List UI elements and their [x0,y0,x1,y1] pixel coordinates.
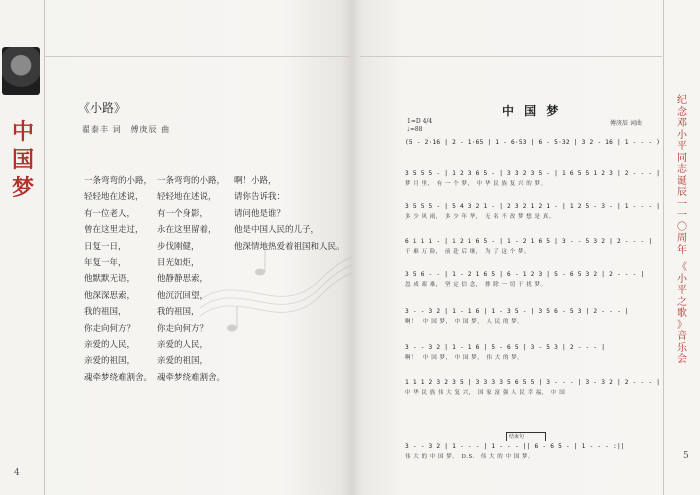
score-words: 啊！ 中 国 梦， 中 国 梦， 人 民 的 梦。 [405,319,524,325]
lyric-line: 我的祖国， [157,307,200,318]
score-line [405,443,659,460]
song-credits: 翟泰丰 词 傅庚辰 曲 [82,125,171,134]
lyric-line: 他是中国人民的儿子， [234,225,320,236]
score-line [405,271,659,288]
lyric-line: 你走向何方？ [157,323,209,334]
score-line [405,308,659,325]
top-rule-left [44,56,350,57]
score-notes: 3 - - 3 2 | 1 - - - | 1 - - - || 6 - 6 5 - | 1 - - - :|| [405,443,625,450]
side-caption-char: 邓 [677,118,687,129]
lyric-line: 亲爱的祖国， [157,356,209,367]
score-line [405,170,659,187]
score-words: 梦 月 里， 有 一 个 梦， 中 华 民 族 复 兴 的 梦。 [405,181,547,187]
side-caption-char: 周 [677,233,687,244]
score-line [405,139,659,148]
side-caption-char: 平 [677,141,687,152]
side-title-char: 梦 [11,175,34,201]
side-caption-vertical [674,95,690,366]
lyric-line: 魂牵梦绕难割舍。 [157,372,226,383]
score-line [405,203,659,220]
side-caption-char: 乐 [677,342,687,354]
side-caption-char: 》 [677,319,687,331]
page-number-left: 4 [14,468,20,478]
lyric-line: 亲爱的人民， [84,340,136,351]
score-line [405,238,659,255]
score-words: 伟 大 的 中 国 梦。 D.S. 伟 大 的 中 国 梦。 [405,454,535,460]
side-caption-char: 一 [677,210,687,221]
key-signature-text: 1=D 4/4 [407,118,433,125]
lyric-line: 魂牵梦绕难割舍。 [84,372,153,383]
lyrics-column-1 [84,173,152,386]
lyric-line: 有一个身影， [157,208,209,219]
side-caption-char: 平 [677,285,687,296]
lyric-line: 啊！小路， [234,176,277,186]
portrait-photo [2,47,40,95]
side-title-char: 中 [11,119,34,145]
lyric-line: 请问他是谁？ [234,208,286,219]
lyric-line: 亲爱的人民， [157,340,209,351]
side-caption-char: 年 [677,244,687,256]
score-notes: 3 5 6 - - | 1 - 2 1 6 5 | 6 - 1 2 3 | 5 - 6 5 3 2 | 2 - - - | [405,271,645,278]
lyric-line: 曾在这里走过， [84,225,144,236]
lyric-line: 轻轻地在述说， [84,192,144,203]
lyric-line: 轻轻地在述说， [157,192,217,203]
score-notes: 1 1 1 2 3 2 3 5 | 3 3 3 3 5 6 5 5 | 3 - - - | 3 - 3 2 | 2 - - - | [405,379,661,386]
side-caption-char: 音 [677,331,687,342]
lyric-line: 请你告诉我： [234,192,286,203]
side-title-vertical [8,118,38,202]
lyric-line: 永在这里留着， [157,225,217,236]
side-caption-char: 会 [677,354,687,365]
lyric-line: 他深深思索， [84,290,136,301]
score-words: 多 少 风 雨， 多 少 年 华， 无 名 不 改 梦 想 是 真。 [405,214,555,220]
score-notes: (5 - 2·16 | 2 - 1·65 | 1 - 6·53 | 6 - 5·32 | 3 2 - 16 | 1 - - - ) [405,139,661,146]
score-line [405,379,659,396]
score-line [405,344,659,361]
lyric-line: 目光如炬， [157,258,200,269]
side-caption-char: 《 [677,262,687,273]
lyric-line: 亲爱的祖国， [84,356,136,367]
score-composer: 傅庚辰 词曲 [610,120,642,127]
score-title: 中 国 梦 [502,104,562,118]
side-caption-char: 一 [677,198,687,210]
score-notes: 3 - - 3 2 | 1 - 1 6 | 1 - 3 5 - | 3 5 6 - 5 3 | 2 - - - | [405,308,629,315]
lyric-line: 我的祖国， [84,307,127,318]
side-caption-char: 〇 [677,221,687,233]
lyric-line: 步伐刚健， [157,241,200,252]
side-caption-char: 小 [677,273,687,285]
lyric-line: 日复一日， [84,241,127,252]
score-notes: 3 - - 3 2 | 1 - 1 6 | 5 - 6 5 | 3 - 5 3 | 2 - - - | [405,344,606,351]
lyric-line: 他静静思索， [157,274,209,285]
score-words: 千 难 万 险， 前 赴 后 继， 为 了 这 个 梦。 [405,249,530,255]
lyric-line: 他沉沉回望， [157,290,209,301]
side-caption-char: 念 [677,106,687,118]
score-words: 忽 成 艰 难， 坚 定 信 念， 排 除 一 切 干 扰 梦。 [405,282,547,288]
side-caption-char: 之 [677,296,687,308]
side-caption-char: 同 [677,152,687,164]
score-notes: 6 i i i - | i 2 i 6 5 - | 1 - 2 1 6 5 | 3 - - 5 3 2 | 2 - - - | [405,238,653,245]
side-caption-char: 志 [677,164,687,175]
side-caption-char: 诞 [677,175,687,187]
score-words: 中 华 民 族 伟 大 复 兴， 国 家 富 强 人 民 幸 福， 中 国 [405,390,566,396]
score-words: 啊！ 中 国 梦， 中 国 梦， 伟 大 的 梦。 [405,355,524,361]
lyric-line: 年复一年， [84,258,127,269]
lyric-line: 一条弯弯的小路， [157,176,226,186]
page-number-right: 5 [683,451,689,461]
side-caption-char: 小 [677,129,687,141]
lyric-line: 一条弯弯的小路， [84,176,153,186]
key-signature [407,118,432,134]
top-rule-right [360,56,662,57]
lyric-line: 他深情地热爱着祖国和人民。 [234,241,345,252]
side-caption-char: 歌 [677,308,687,319]
lyric-line: 他默默无语， [84,274,136,285]
lyric-line: 有一位老人， [84,208,136,219]
score-notes: 3 5 5 5 - | 1 2 3 6 5 - | 3 3 2 3 5 - | 1 6 5 5 1 2 3 | 2 - - - | [405,170,661,177]
side-caption-char: 纪 [677,95,687,106]
score-notes: 3 5 5 5 - | 5 4 3 2 1 - | 2 3 2 1 2 1 - | 1 2 5 - 3 - | 1 - - - | [405,203,661,210]
tempo-text: ♩=88 [407,126,423,133]
side-title-char: 国 [11,147,34,173]
ending-bracket: 结束句 [506,432,546,441]
song-title: 《小路》 [78,101,127,115]
side-caption-char: 辰 [677,187,687,198]
lyric-line: 你走向何方？ [84,323,136,334]
